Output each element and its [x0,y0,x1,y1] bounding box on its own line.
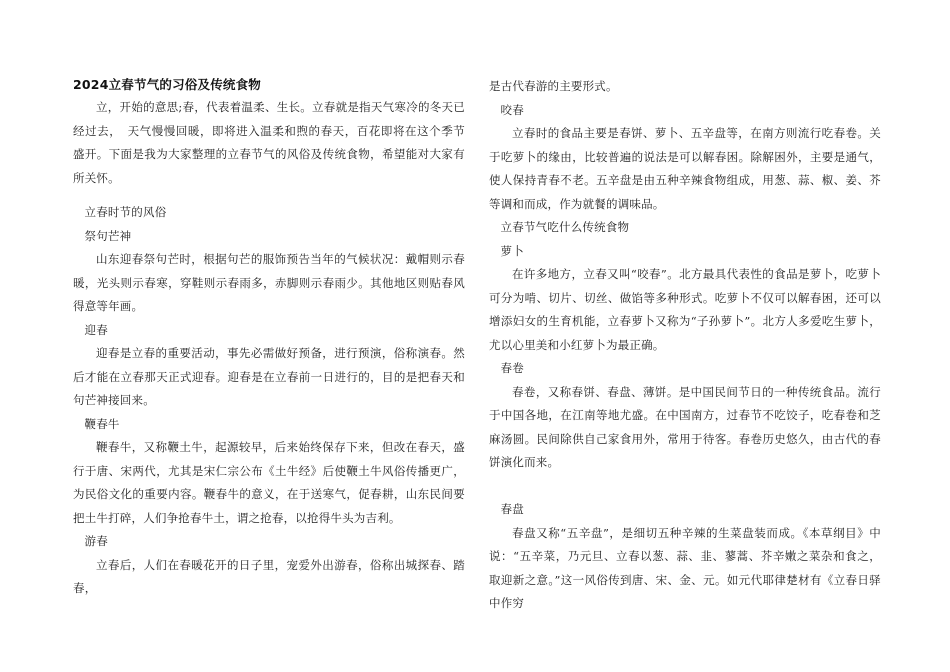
paragraph-yingchun: 迎春是立春的重要活动，事先必需做好预备，进行预演，俗称演春。然后才能在立春那天正式迎春。迎春是在立春前一日进行的，目的是把春天和句芒神接回来。 [73,346,465,407]
section-heading-customs: 立春时节的风俗 [84,205,167,219]
heading-yingchun: 迎春 [84,322,108,337]
heading-chunjuan: 春卷 [500,361,524,375]
heading-jiju: 祭句芒神 [84,228,132,243]
spacer [489,475,881,499]
paragraph-jiju: 山东迎春祭句芒时，根据句芒的服饰预告当年的气候状况：戴帽则示春暖，光头则示春寒，穿鞋则示春雨多，赤脚则示春雨少。其他地区则贴春风得意等年画。 [73,252,465,313]
paragraph-continued: 是古代春游的主要形式。 [489,79,618,93]
paragraph-youchun: 立春后，人们在春暖花开的日子里，宠爱外出游春，俗称出城探春、踏春， [73,557,465,595]
right-column [489,75,881,616]
paragraph-bianchun: 鞭春牛，又称鞭土牛，起源较早，后来始终保存下来，但改在春天，盛行于唐、宋两代，尤其是宋仁宗公布《土牛经》后使鞭土牛风俗传播更广，为民俗文化的重要内容。鞭春牛的意义，在于送寒气，促春耕，山东民间要把土牛打碎，人们争抢春牛土，谓之抢春，以抢得牛头为吉利。 [73,440,465,525]
heading-yaochun: 咬春 [500,102,524,117]
heading-chunpan: 春盘 [500,502,524,516]
document-title: 2024立春节气的习俗及传统食物 [73,77,261,92]
intro-paragraph: 立，开始的意思;春，代表着温柔、生长。立春就是指天气寒冷的冬天已经过去， 天气慢慢回暖，即将进入温柔和煦的春天，百花即将在这个季节盛开。下面是我为大家整理的立春节气的风俗及传统食物，希望能对大家有所关怀。 [73,100,465,185]
heading-luobo: 萝卜 [500,243,524,258]
spacer [73,190,465,201]
paragraph-chunpan: 春盘又称“五辛盘”，是细切五种辛辣的生菜盘装而成。《本草纲目》中说：“五辛菜，乃元旦、立春以葱、蒜、韭、蓼蒿、芥辛嫩之菜杂和食之，取迎新之意。”这一风俗传到唐、宋、金、元。如元代耶律楚材有《立春日驿中作穷 [489,525,881,610]
paragraph-chunjuan: 春卷，又称春饼、春盘、薄饼。是中国民间节日的一种传统食品。流行于中国各地，在江南等地尤盛。在中国南方，过春节不吃饺子，吃春卷和芝麻汤圆。民间除供自己家食用外，常用于待客。春卷历史悠久，由古代的春饼演化而来。 [489,384,881,469]
heading-bianchun: 鞭春牛 [84,416,120,431]
heading-youchun: 游春 [84,534,108,548]
paragraph-luobo: 在许多地方，立春又叫“咬春”。北方最具代表性的食品是萝卜，吃萝卜可分为啃、切片、切丝、做馅等多种形式。吃萝卜不仅可以解春困，还可以增添妇女的生育机能，立春萝卜又称为“子孙萝卜”。北方人多爱吃生萝卜，尤以心里美和小红萝卜为最正确。 [489,267,881,352]
left-column [73,74,465,601]
paragraph-yaochun: 立春时的食品主要是春饼、萝卜、五辛盘等，在南方则流行吃春卷。关于吃萝卜的缘由，比较普遍的说法是可以解春困。除解困外，主要是通气，使人保持青春不老。五辛盘是由五种辛辣食物组成，用葱、蒜、椒、姜、芥等调和而成，作为就餐的调味品。 [489,126,881,211]
section-heading-foods: 立春节气吃什么传统食物 [500,220,630,234]
